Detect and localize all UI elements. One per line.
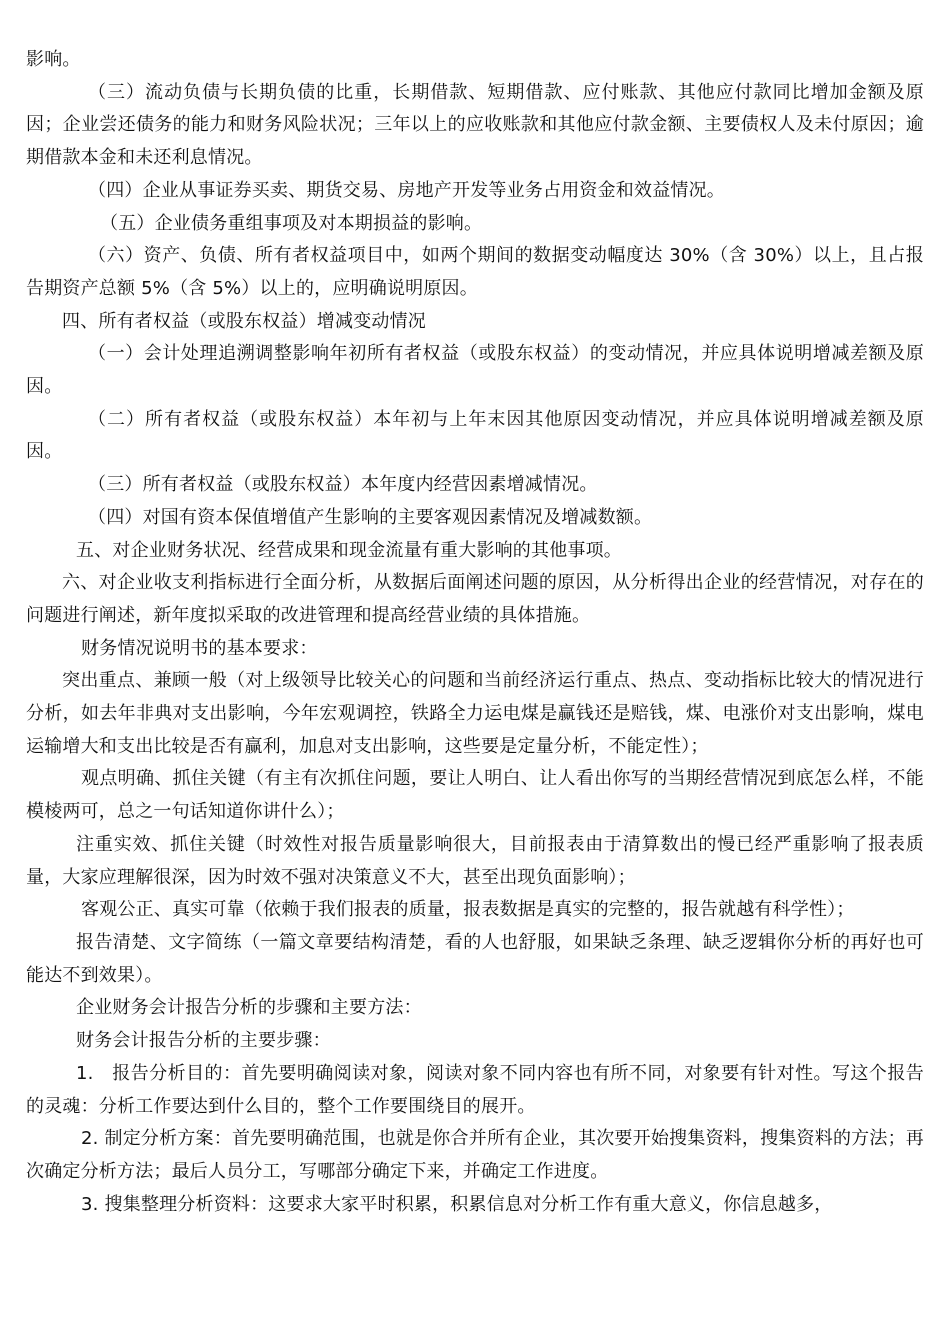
heading-main-steps: 财务会计报告分析的主要步骤： — [76, 1030, 331, 1052]
requirement-clear-view: 观点明确、抓住关键（有主有次抓住问题，要让人明白、让人看出你写的当期经营情况到底怎么样，不能模棱两可，总之一句话知道你讲什么）； — [26, 768, 924, 823]
step-2-plan: 2. 制定分析方案：首先要明确范围，也就是你合并所有企业，其次要开始搜集资料，搜集资料的方法；再次确定分析方法；最后人员分工，写哪部分确定下来，并确定工作进度。 — [26, 1128, 924, 1182]
requirement-focus: 突出重点、兼顾一般（对上级领导比较关心的问题和当前经济运行重点、热点、变动指标比较大的情况进行分析，如去年非典对支出影响，今年宏观调控，铁路全力运电煤是赢钱还是赔钱，煤、电涨价对支出影响，煤电运输增大和支出比较是否有赢利，加息对支出影响，这些要是定量分析，不能定性）； — [26, 670, 924, 757]
step-1-purpose: 1. 报告分析目的：首先要明确阅读对象，阅读对象不同内容也有所不同，对象要有针对性。写这个报告的灵魂：分析工作要达到什么目的，整个工作要围绕目的展开。 — [26, 1062, 924, 1117]
step-3-collect-data: 3. 搜集整理分析资料：这要求大家平时积累，积累信息对分析工作有重大意义，你信息越多， — [81, 1193, 833, 1215]
paragraph-change-threshold: （六）资产、负债、所有者权益项目中，如两个期间的数据变动幅度达 30%（含 30%）以上，且占报告期资产总额 5%（含 5%）以上的，应明确说明原因。 — [26, 245, 924, 299]
paragraph-securities-trading: （四）企业从事证券买卖、期货交易、房地产开发等业务占用资金和效益情况。 — [88, 179, 725, 201]
paragraph-operating-factors: （三）所有者权益（或股东权益）本年度内经营因素增减情况。 — [88, 474, 598, 496]
requirement-timeliness: 注重实效、抓住关键（时效性对报告质量影响很大，目前报表由于清算数出的慢已经严重影响了报表质量，大家应理解很深，因为时效不强对决策意义不大，甚至出现负面影响）； — [26, 833, 924, 888]
paragraph-other-changes: （二）所有者权益（或股东权益）本年初与上年末因其他原因变动情况，并应具体说明增减差额及原因。 — [26, 408, 924, 463]
paragraph-retrospective-adjustment: （一）会计处理追溯调整影响年初所有者权益（或股东权益）的变动情况，并应具体说明增减差额及原因。 — [26, 343, 924, 398]
paragraph-liability-ratio: （三）流动负债与长期负债的比重，长期借款、短期借款、应付账款、其他应付款同比增加金额及原因；企业尝还债务的能力和财务风险状况；三年以上的应收账款和其他应付款金额、主要债权人及未付原因；逾期借款本金和未还利息情况。 — [26, 81, 924, 169]
requirement-objectivity: 客观公正、真实可靠（依赖于我们报表的质量，报表数据是真实的完整的，报告就越有科学性）； — [81, 899, 855, 921]
heading-analysis-steps-methods: 企业财务会计报告分析的步骤和主要方法： — [76, 997, 422, 1019]
paragraph-capital-preservation: （四）对国有资本保值增值产生影响的主要客观因素情况及增减数额。 — [88, 506, 653, 528]
heading-basic-requirements: 财务情况说明书的基本要求： — [81, 637, 318, 659]
paragraph-continuation: 影响。 — [26, 49, 81, 70]
paragraph-debt-restructuring: （五）企业债务重组事项及对本期损益的影响。 — [100, 212, 483, 234]
requirement-concise: 报告清楚、文字简练（一篇文章要结构清楚，看的人也舒服，如果缺乏条理、缺乏逻辑你分析的再好也可能达不到效果）。 — [26, 931, 924, 986]
section-heading-full-analysis: 六、对企业收支利指标进行全面分析，从数据后面阐述问题的原因，从分析得出企业的经营情况，对存在的问题进行阐述，新年度拟采取的改进管理和提高经营业绩的具体措施。 — [26, 572, 924, 626]
section-heading-equity-changes: 四、所有者权益（或股东权益）增减变动情况 — [62, 310, 426, 332]
section-heading-other-matters: 五、对企业财务状况、经营成果和现金流量有重大影响的其他事项。 — [76, 539, 622, 561]
